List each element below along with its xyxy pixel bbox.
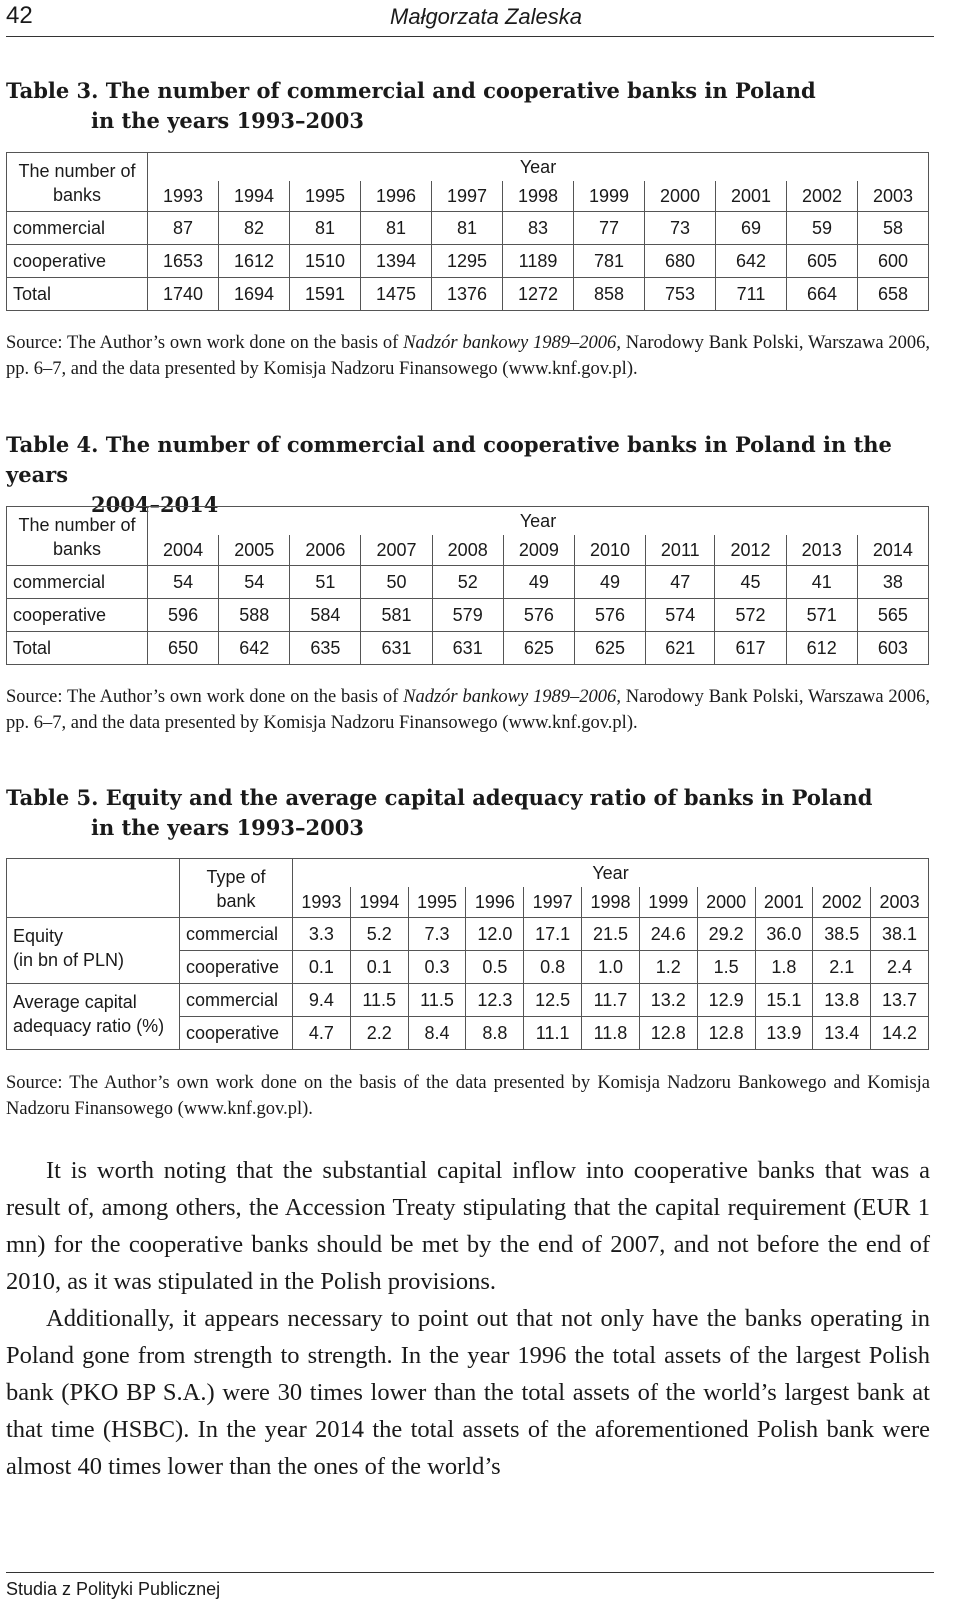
table-cell: 13.8 [813,984,871,1017]
table-cell: 612 [786,632,857,665]
table-cell: 11.8 [582,1017,640,1050]
table-cell: 13.4 [813,1017,871,1050]
table-cell: 12.8 [639,1017,697,1050]
table-row [7,984,929,1017]
table-cell: 50 [361,566,432,599]
year-header: 1999 [639,887,697,918]
table-cell: 1.8 [755,951,813,984]
table-cell: 1.0 [582,951,640,984]
table-cell: 77 [574,212,645,245]
table5-caption-line1: Equity and the average capital adequacy ratio of banks in Poland [105,785,873,810]
table-cell: 24.6 [639,918,697,951]
year-header: 1999 [574,181,645,212]
table-cell: 54 [219,566,290,599]
table-cell: 38.5 [813,918,871,951]
table-cell: 82 [219,212,290,245]
year-header: 1996 [361,181,432,212]
table-cell: 87 [148,212,219,245]
corner-label: The number of banks [7,153,148,212]
table-cell: 781 [574,245,645,278]
table-cell: 603 [857,632,928,665]
year-header: 1994 [350,887,408,918]
table-cell: 38.1 [871,918,929,951]
year-header: 2001 [716,181,787,212]
group-label: Average capital adequacy ratio (%) [7,984,180,1050]
year-header: 2009 [503,535,574,566]
table-cell: 73 [645,212,716,245]
year-header: 2011 [646,535,715,566]
year-header: 2013 [786,535,857,566]
table-cell: 753 [645,278,716,311]
table-cell: 11.7 [582,984,640,1017]
table-cell: 13.9 [755,1017,813,1050]
year-label: Year [148,507,929,536]
bank-type: commercial [180,984,293,1017]
header-row-year [7,859,929,888]
table5-caption-prefix: Table 5. [6,785,99,810]
bank-type: commercial [180,918,293,951]
year-header: 2010 [574,535,645,566]
table4-source-pre: Source: The Author’s own work done on the basis of [6,687,404,707]
year-label: Year [148,153,929,182]
table-cell: 11.1 [524,1017,582,1050]
year-header: 2004 [148,535,219,566]
table-row [7,278,929,311]
table3-caption-prefix: Table 3. [6,78,99,103]
table-cell: 36.0 [755,918,813,951]
table-cell: 12.5 [524,984,582,1017]
table3-caption-line1: The number of commercial and cooperative banks in Poland [105,78,816,103]
table-cell: 9.4 [293,984,351,1017]
group-label: Equity (in bn of PLN) [7,918,180,984]
table-cell: 1272 [503,278,574,311]
table3-source [6,330,930,382]
table-cell: 584 [290,599,361,632]
table-cell: 13.7 [871,984,929,1017]
table-cell: 12.9 [697,984,755,1017]
table-cell: 2.1 [813,951,871,984]
table-cell: 29.2 [697,918,755,951]
table4-caption-line1: The number of commercial and cooperative banks in Poland in the years [6,432,892,487]
table-cell: 7.3 [408,918,466,951]
table-cell: 14.2 [871,1017,929,1050]
table-cell: 642 [716,245,787,278]
year-header: 1993 [293,887,351,918]
table-cell: 621 [646,632,715,665]
table-cell: 576 [503,599,574,632]
type-of-bank-label: Type of bank [180,859,293,918]
table-cell: 81 [290,212,361,245]
table3-source-title: Nadzór bankowy 1989–2006 [403,333,617,353]
table5-caption-line2: in the years 1993–2003 [91,815,364,840]
table-cell: 858 [574,278,645,311]
table-cell: 635 [290,632,361,665]
running-head-author: Małgorzata Zaleska [390,4,582,29]
year-header: 1993 [148,181,219,212]
year-header: 2008 [432,535,503,566]
year-header: 2014 [857,535,928,566]
year-header: 2007 [361,535,432,566]
table-cell: 600 [858,245,929,278]
table4-source-post: , Narodowy Bank Polski, Warszawa 2006, pp. 6–7, and the data presented by Komisja Nadzoru Finansowego (www.knf.gov.pl). [6,687,931,733]
table-cell: 1.5 [697,951,755,984]
table-cell: 631 [432,632,503,665]
year-header: 2003 [858,181,929,212]
table-cell: 617 [715,632,786,665]
row-label: cooperative [7,599,148,632]
table-cell: 572 [715,599,786,632]
page-header [6,0,934,37]
table-cell: 1591 [290,278,361,311]
table-cell: 579 [432,599,503,632]
year-header: 2012 [715,535,786,566]
table-cell: 664 [787,278,858,311]
header-row-year [7,153,929,182]
table4 [6,506,929,665]
year-header: 2003 [871,887,929,918]
table-cell: 605 [787,245,858,278]
table3-source-pre: Source: The Author’s own work done on the basis of [6,333,404,353]
journal-name: Studia z Polityki Publicznej [6,1579,221,1599]
table-cell: 41 [786,566,857,599]
table-cell: 1510 [290,245,361,278]
table4-source-title: Nadzór bankowy 1989–2006 [403,687,617,707]
year-header: 1995 [290,181,361,212]
table-cell: 1.2 [639,951,697,984]
year-header: 2002 [787,181,858,212]
table4-caption-prefix: Table 4. [6,432,99,457]
table-cell: 680 [645,245,716,278]
table-cell: 11.5 [350,984,408,1017]
table-cell: 1376 [432,278,503,311]
table3 [6,152,929,311]
bank-type: cooperative [180,951,293,984]
year-label: Year [293,859,929,888]
table-cell: 1653 [148,245,219,278]
header-row-year [7,507,929,536]
table-cell: 0.5 [466,951,524,984]
table-cell: 3.3 [293,918,351,951]
table-cell: 49 [503,566,574,599]
table3-caption-line2: in the years 1993–2003 [91,108,364,133]
year-header: 2002 [813,887,871,918]
table-cell: 625 [574,632,645,665]
table5-source: Source: The Author’s own work done on the basis of the data presented by Komisja Nadzoru Bankowego and Komisja Nadzoru Finansowego (www.knf.gov.pl). [6,1073,930,1119]
table-cell: 1740 [148,278,219,311]
table-row [7,632,929,665]
year-header: 1997 [432,181,503,212]
table5 [6,858,929,1050]
table-cell: 1295 [432,245,503,278]
table-cell: 0.1 [350,951,408,984]
table-cell: 650 [148,632,219,665]
page-footer [6,1572,934,1600]
table-cell: 571 [786,599,857,632]
table-cell: 1189 [503,245,574,278]
table-cell: 12.8 [697,1017,755,1050]
table-cell: 81 [432,212,503,245]
table-cell: 711 [716,278,787,311]
year-header: 1995 [408,887,466,918]
year-header: 1997 [524,887,582,918]
table4-source [6,684,930,736]
table-cell: 51 [290,566,361,599]
table4-caption-line2: 2004–2014 [91,492,219,517]
body-paragraph-1: It is worth noting that the substantial capital inflow into cooperative banks that was a result of, among others, the Accession Treaty stipulating that the capital requirement (EUR 1 mn) for the cooperative banks should be met by the end of 2007, and not before the end of 2010, as it was stipulated in the Polish provisions. [6,1157,930,1295]
table-cell: 54 [148,566,219,599]
page-number: 42 [6,2,33,29]
table3-source-post: , Narodowy Bank Polski, Warszawa 2006, pp. 6–7, and the data presented by Komisja Nadzoru Finansowego (www.knf.gov.pl). [6,333,931,379]
table-row [7,918,929,951]
table-cell: 38 [857,566,928,599]
year-header: 1998 [582,887,640,918]
table-cell: 12.3 [466,984,524,1017]
table-cell: 49 [574,566,645,599]
table-cell: 5.2 [350,918,408,951]
table-cell: 2.2 [350,1017,408,1050]
table5-caption [6,783,926,843]
table-cell: 47 [646,566,715,599]
table-cell: 574 [646,599,715,632]
year-header: 2000 [697,887,755,918]
table-cell: 13.2 [639,984,697,1017]
table-cell: 8.8 [466,1017,524,1050]
table-cell: 581 [361,599,432,632]
table-cell: 1475 [361,278,432,311]
table-cell: 625 [503,632,574,665]
row-label: cooperative [7,245,148,278]
year-header: 2006 [290,535,361,566]
bank-type: cooperative [180,1017,293,1050]
table-cell: 81 [361,212,432,245]
table-cell: 658 [858,278,929,311]
table-cell: 58 [858,212,929,245]
table3-caption [6,76,926,136]
table-cell: 12.0 [466,918,524,951]
table-cell: 0.8 [524,951,582,984]
table-cell: 52 [432,566,503,599]
year-header: 1994 [219,181,290,212]
row-label: Total [7,278,148,311]
table-cell: 642 [219,632,290,665]
table-cell: 69 [716,212,787,245]
table-cell: 21.5 [582,918,640,951]
row-label: commercial [7,212,148,245]
year-header: 1998 [503,181,574,212]
body-paragraph-2: Additionally, it appears necessary to point out that not only have the banks operating in Poland gone from strength to strength. In the year 1996 the total assets of the largest Polish bank (PKO BP S.A.) were 30 times lower than the total assets of the world’s largest bank at that time (HSBC). In the year 2014 the total assets of the aforementioned Polish bank were almost 40 times lower than the ones of the world’s [6,1305,930,1480]
body-text [6,1152,930,1485]
year-header: 2000 [645,181,716,212]
table-cell: 2.4 [871,951,929,984]
table-cell: 596 [148,599,219,632]
table-cell: 4.7 [293,1017,351,1050]
table-cell: 1694 [219,278,290,311]
table-cell: 588 [219,599,290,632]
table-row [7,245,929,278]
table-cell: 15.1 [755,984,813,1017]
table-row [7,212,929,245]
row-label: commercial [7,566,148,599]
row-label: Total [7,632,148,665]
table-cell: 576 [574,599,645,632]
table-cell: 8.4 [408,1017,466,1050]
year-header: 2001 [755,887,813,918]
table-row [7,599,929,632]
table-cell: 1394 [361,245,432,278]
table-cell: 565 [857,599,928,632]
table-row [7,566,929,599]
table-cell: 11.5 [408,984,466,1017]
blank-corner [7,859,180,918]
table-cell: 631 [361,632,432,665]
table-cell: 1612 [219,245,290,278]
table-cell: 17.1 [524,918,582,951]
table-cell: 59 [787,212,858,245]
table-cell: 45 [715,566,786,599]
table-cell: 0.1 [293,951,351,984]
table-cell: 0.3 [408,951,466,984]
year-header: 2005 [219,535,290,566]
year-header: 1996 [466,887,524,918]
corner-label: The number of banks [7,507,148,566]
table-cell: 83 [503,212,574,245]
